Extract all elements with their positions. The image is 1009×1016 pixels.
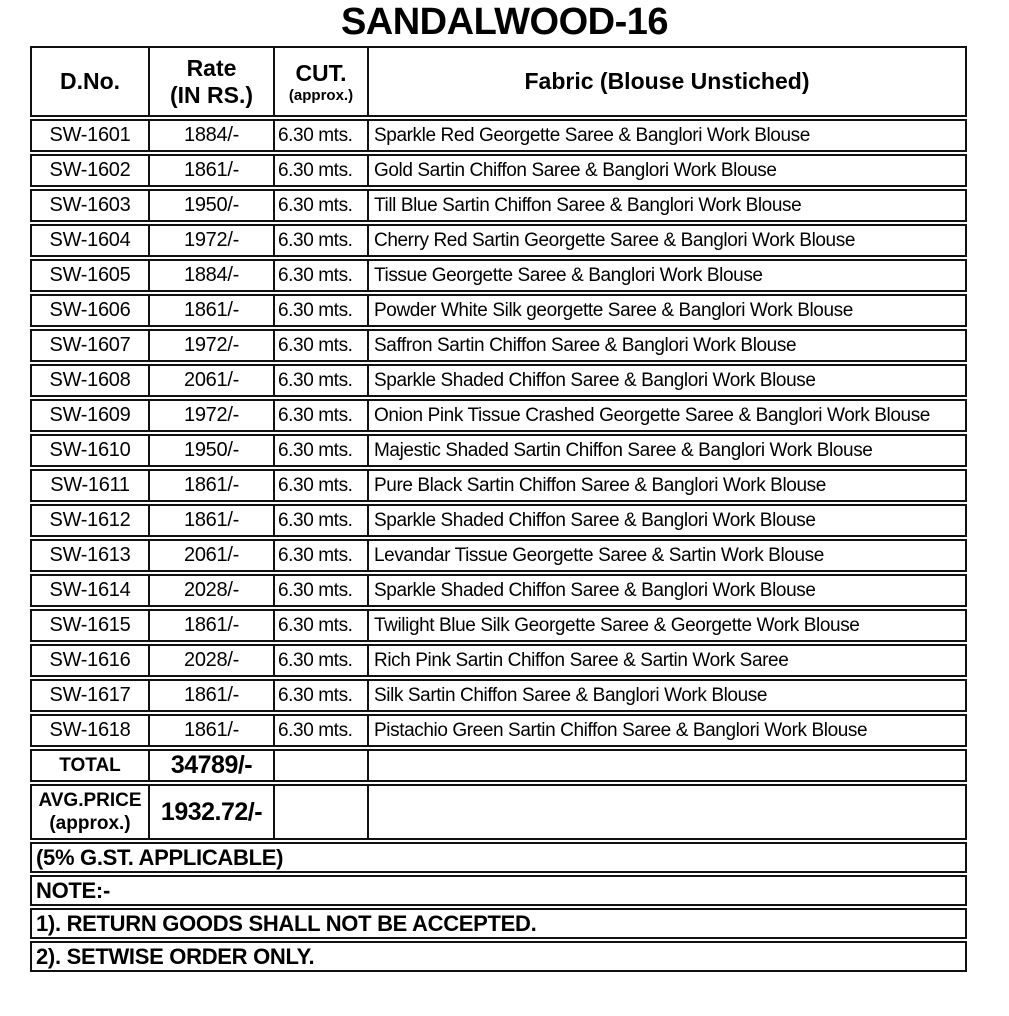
col-header-dno-label: D.No. (59, 68, 121, 94)
table-row (30, 504, 967, 537)
gst-note-text: (5% G.ST. APPLICABLE) (30, 842, 967, 873)
note-heading-text: NOTE:- (30, 875, 967, 906)
cell-rate: 1972/- (148, 329, 273, 362)
avg-fabric-cell-empty (367, 784, 967, 840)
total-value: 34789/- (148, 749, 273, 782)
cell-dno: SW-1609 (30, 399, 148, 432)
cell-fabric: Gold Sartin Chiffon Saree & Banglori Work Blouse (367, 154, 967, 187)
cell-dno: SW-1616 (30, 644, 148, 677)
table-row (30, 329, 967, 362)
cell-fabric: Pure Black Sartin Chiffon Saree & Banglori Work Blouse (367, 469, 967, 502)
total-cut-cell-empty (273, 749, 367, 782)
avg-price-label-line2: (approx.) (49, 813, 131, 834)
notes-section (30, 842, 967, 972)
note-heading-row (30, 875, 967, 906)
cell-cut: 6.30 mts. (273, 154, 367, 187)
total-row (30, 749, 967, 782)
table-row (30, 434, 967, 467)
cell-cut: 6.30 mts. (273, 224, 367, 257)
cell-rate: 1972/- (148, 224, 273, 257)
cell-cut: 6.30 mts. (273, 679, 367, 712)
cell-cut: 6.30 mts. (273, 364, 367, 397)
cell-rate: 1861/- (148, 294, 273, 327)
table-row (30, 469, 967, 502)
cell-cut: 6.30 mts. (273, 714, 367, 747)
total-label: TOTAL (30, 749, 148, 782)
cell-fabric: Majestic Shaded Sartin Chiffon Saree & Banglori Work Blouse (367, 434, 967, 467)
cell-cut: 6.30 mts. (273, 189, 367, 222)
cell-rate: 1861/- (148, 679, 273, 712)
table-row (30, 644, 967, 677)
cell-fabric: Tissue Georgette Saree & Banglori Work Blouse (367, 259, 967, 292)
cell-dno: SW-1606 (30, 294, 148, 327)
col-header-rate-label: Rate (186, 54, 237, 81)
avg-price-row (30, 784, 967, 840)
summary-section (30, 749, 967, 840)
cell-dno: SW-1612 (30, 504, 148, 537)
price-list-table (30, 44, 967, 974)
note-2-text: 2). SETWISE ORDER ONLY. (30, 941, 967, 972)
cell-rate: 1884/- (148, 119, 273, 152)
cell-dno: SW-1608 (30, 364, 148, 397)
gst-note-row (30, 842, 967, 873)
cell-cut: 6.30 mts. (273, 259, 367, 292)
note-1-row (30, 908, 967, 939)
note-2-row (30, 941, 967, 972)
cell-cut: 6.30 mts. (273, 434, 367, 467)
table-row (30, 154, 967, 187)
table-row (30, 259, 967, 292)
cell-rate: 1861/- (148, 609, 273, 642)
avg-price-label (30, 784, 148, 840)
cell-fabric: Sparkle Shaded Chiffon Saree & Banglori Work Blouse (367, 574, 967, 607)
cell-dno: SW-1601 (30, 119, 148, 152)
cell-dno: SW-1617 (30, 679, 148, 712)
cell-dno: SW-1604 (30, 224, 148, 257)
cell-dno: SW-1603 (30, 189, 148, 222)
cell-cut: 6.30 mts. (273, 574, 367, 607)
page-title: SANDALWOOD-16 (340, 1, 669, 43)
cell-fabric: Sparkle Shaded Chiffon Saree & Banglori Work Blouse (367, 364, 967, 397)
cell-cut: 6.30 mts. (273, 119, 367, 152)
cell-fabric: Onion Pink Tissue Crashed Georgette Saree & Banglori Work Blouse (367, 399, 967, 432)
col-header-cut-sublabel: (approx.) (288, 86, 354, 104)
cell-rate: 1861/- (148, 154, 273, 187)
cell-cut: 6.30 mts. (273, 539, 367, 572)
cell-dno: SW-1613 (30, 539, 148, 572)
header-row (30, 46, 967, 117)
col-header-rate-sublabel: (IN RS.) (169, 81, 254, 108)
cell-fabric: Silk Sartin Chiffon Saree & Banglori Work Blouse (367, 679, 967, 712)
table-row (30, 294, 967, 327)
table-row (30, 609, 967, 642)
col-header-fabric-label: Fabric (Blouse Unstiched) (524, 68, 810, 94)
total-fabric-cell-empty (367, 749, 967, 782)
note-1-text: 1). RETURN GOODS SHALL NOT BE ACCEPTED. (30, 908, 967, 939)
cell-dno: SW-1605 (30, 259, 148, 292)
cell-rate: 1861/- (148, 714, 273, 747)
col-header-cut-label: CUT. (295, 59, 347, 86)
cell-fabric: Sparkle Red Georgette Saree & Banglori Work Blouse (367, 119, 967, 152)
avg-price-value: 1932.72/- (148, 784, 273, 840)
col-header-rate (148, 46, 273, 117)
cell-rate: 2028/- (148, 644, 273, 677)
cell-cut: 6.30 mts. (273, 469, 367, 502)
cell-fabric: Till Blue Sartin Chiffon Saree & Banglori Work Blouse (367, 189, 967, 222)
cell-fabric: Powder White Silk georgette Saree & Banglori Work Blouse (367, 294, 967, 327)
table-row (30, 399, 967, 432)
table-row (30, 714, 967, 747)
col-header-dno (30, 46, 148, 117)
col-header-fabric (367, 46, 967, 117)
cell-dno: SW-1614 (30, 574, 148, 607)
cell-rate: 1950/- (148, 189, 273, 222)
table-row (30, 119, 967, 152)
table-row (30, 189, 967, 222)
cell-cut: 6.30 mts. (273, 644, 367, 677)
table-row (30, 364, 967, 397)
cell-cut: 6.30 mts. (273, 329, 367, 362)
table-row (30, 679, 967, 712)
cell-cut: 6.30 mts. (273, 504, 367, 537)
cell-dno: SW-1618 (30, 714, 148, 747)
cell-fabric: Levandar Tissue Georgette Saree & Sartin Work Blouse (367, 539, 967, 572)
cell-cut: 6.30 mts. (273, 399, 367, 432)
avg-cut-cell-empty (273, 784, 367, 840)
cell-fabric: Sparkle Shaded Chiffon Saree & Banglori Work Blouse (367, 504, 967, 537)
cell-cut: 6.30 mts. (273, 294, 367, 327)
cell-rate: 1950/- (148, 434, 273, 467)
cell-dno: SW-1607 (30, 329, 148, 362)
cell-dno: SW-1615 (30, 609, 148, 642)
col-header-cut (273, 46, 367, 117)
cell-rate: 2028/- (148, 574, 273, 607)
cell-rate: 1972/- (148, 399, 273, 432)
table-row (30, 224, 967, 257)
cell-fabric: Rich Pink Sartin Chiffon Saree & Sartin Work Saree (367, 644, 967, 677)
cell-fabric: Twilight Blue Silk Georgette Saree & Georgette Work Blouse (367, 609, 967, 642)
cell-rate: 1861/- (148, 469, 273, 502)
cell-rate: 2061/- (148, 364, 273, 397)
cell-fabric: Pistachio Green Sartin Chiffon Saree & Banglori Work Blouse (367, 714, 967, 747)
cell-dno: SW-1602 (30, 154, 148, 187)
table-row (30, 574, 967, 607)
table-body (30, 119, 967, 747)
cell-rate: 2061/- (148, 539, 273, 572)
cell-cut: 6.30 mts. (273, 609, 367, 642)
cell-dno: SW-1611 (30, 469, 148, 502)
cell-dno: SW-1610 (30, 434, 148, 467)
table-row (30, 539, 967, 572)
cell-fabric: Cherry Red Sartin Georgette Saree & Banglori Work Blouse (367, 224, 967, 257)
cell-rate: 1884/- (148, 259, 273, 292)
cell-rate: 1861/- (148, 504, 273, 537)
cell-fabric: Saffron Sartin Chiffon Saree & Banglori Work Blouse (367, 329, 967, 362)
avg-price-label-line1: AVG.PRICE (38, 790, 142, 811)
